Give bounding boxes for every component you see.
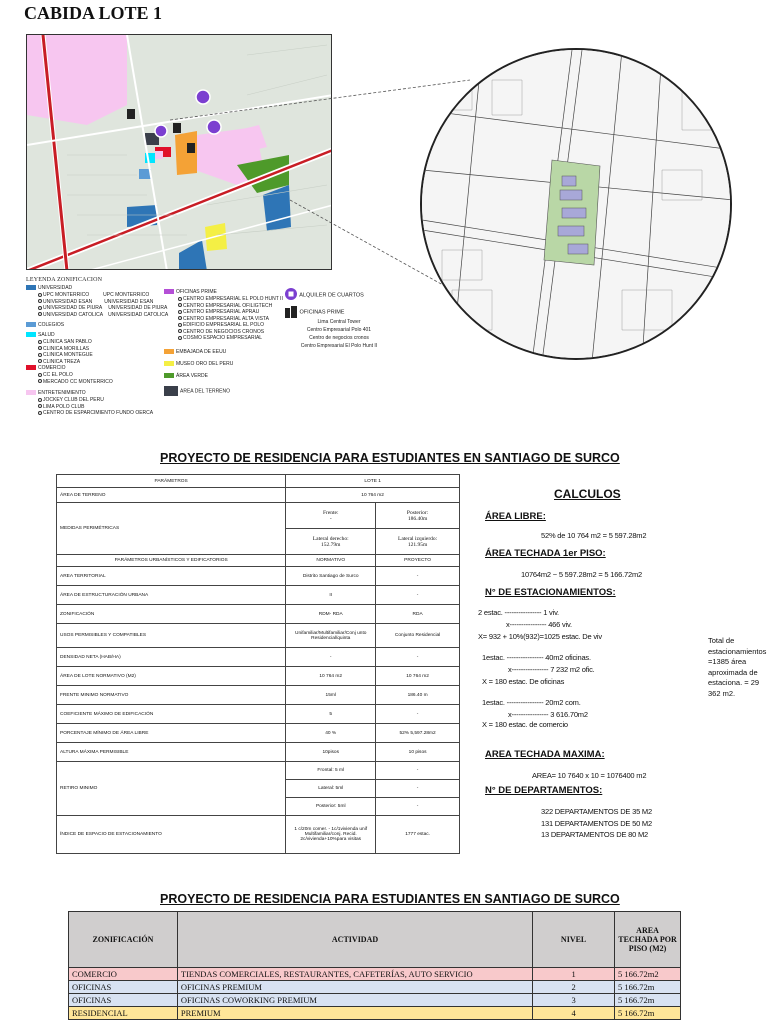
- table-cell: COMERCIO: [69, 968, 178, 981]
- table-cell: 10 pisos: [376, 743, 460, 762]
- table-cell: 5 166.72m: [615, 994, 681, 1007]
- area-libre-value: 52% de 10 764 m2 = 5 597.28m2: [541, 531, 647, 540]
- table-cell: PARÁMETROS: [57, 475, 286, 488]
- table-cell: Distrito Santiago de Surco: [286, 567, 376, 586]
- header-actividad: ACTIVIDAD: [177, 912, 532, 968]
- table-cell: ÁREA DE TERRENO: [57, 488, 286, 503]
- legend-colegios: COLEGIOS: [38, 322, 65, 328]
- oficinas-prime-swatch: [164, 289, 174, 294]
- map-legend: LEYENDA ZONIFICACION UNIVERSIDAD UPC MONTERRICO UPC MONTERRICO UNIVERSIDAD ESAN UNIVERSIDAD ESAN UNIVERSIDAD DE PIURA UNIVERSIDAD DE PIURA UNIVERSIDAD CATOLICA UNIVERSIDAD CATOLICA COLEGIOS SALUD CLINICA SAN PABLO CLINICA MORILLAS CLINICA MONTEGUE CLINICA TREZA COMERCIO CC EL POLO MERCADO CC MONTERRICO ENTRETENIMIENTO JOCKEY CLUB DEL PERU LIMA POLO CLUB CENTRO DE ESPARCIMIENTO FUNDO OERCA OFICINAS PRIME CENTRO EMPRESARIAL EL POLO HUNT II CENTRO EMPRESARIAL OFILIGTECH CENTRO EMPRESARIAL APRAU CENTRO EMPRESARIAL ALTA VISTA EDIFICIO EMPRESARIAL EL POLO CENTRO DE NEGOCIOS CRONOS COSMO ESPACIO EMPRESARIAL EMBAJADA DE EEUU MUSEO ORO DEL PERU ÁREA VERDE AREA DEL TERRENO ALQUILER DE CUARTOS OFICINAS PRIME Lima Central Tower Centro Empresarial Polo 401 Centro de negocios cronos Centro Empresarial El Polo Hunt II: [26, 277, 378, 416]
- table-cell: -: [376, 648, 460, 667]
- table-cell: 1777 estac.: [376, 816, 460, 854]
- table-cell: OFICINAS: [69, 994, 178, 1007]
- embajada-swatch: [164, 349, 174, 354]
- legend-embajada: EMBAJADA DE EEUU: [176, 348, 227, 355]
- table-cell: 10 764 m2: [376, 667, 460, 686]
- com-line: X = 180 estac. de comercio: [482, 720, 568, 729]
- table-cell: 10pisos: [286, 743, 376, 762]
- table-row: [69, 1007, 681, 1020]
- table-cell: ALTURA MÁXIMA PERMISIBLE: [57, 743, 286, 762]
- table-cell: 1 c/20m comer. - 1c/1vivienda unif Multifamiliar/conj. Recid. 2c/vivienda+10%para visitas: [286, 816, 376, 854]
- table-cell: -: [286, 648, 376, 667]
- dep-line: 322 DEPARTAMENTOS DE 35 M2: [541, 807, 652, 816]
- table-cell: 15ml: [286, 686, 376, 705]
- estacionamientos-heading: N° DE ESTACIONAMIENTOS:: [485, 587, 616, 598]
- table-cell: 5: [286, 705, 376, 724]
- legend-oficinas-prime: OFICINAS PRIME: [176, 289, 217, 295]
- calculos-title: CALCULOS: [554, 487, 621, 501]
- table-cell: 4: [533, 1007, 615, 1020]
- table-cell: -: [376, 798, 460, 816]
- table-cell: II: [286, 586, 376, 605]
- table-cell: OFICINAS COWORKING PREMIUM: [177, 994, 532, 1007]
- table-cell: ÁREA DE LOTE NORMATIVO (M2): [57, 667, 286, 686]
- header-zonificacion: ZONIFICACIÓN: [69, 912, 178, 968]
- table-cell: AREA TERRITORIAL: [57, 567, 286, 586]
- area-maxima-heading: AREA TECHADA MAXIMA:: [485, 749, 605, 760]
- legend-comercio: COMERCIO: [38, 365, 66, 371]
- departamentos-heading: N° DE DEPARTAMENTOS:: [485, 785, 603, 796]
- table-cell: OFICINAS: [69, 981, 178, 994]
- total-estacionamientos-note: Total de estacionamientos =1385 área aproximada de estaciona. = 29 362 m2.: [708, 636, 767, 698]
- ofi-line: x---------------- 7 232 m2 ofic.: [508, 665, 595, 674]
- com-line: x---------------- 3 616.70m2: [508, 710, 588, 719]
- table-cell: 40 %: [286, 724, 376, 743]
- dep-line: 13 DEPARTAMENTOS DE 80 M2: [541, 830, 648, 839]
- area-techada-heading: ÁREA TECHADA 1er PISO:: [485, 548, 606, 559]
- table-cell: -: [376, 762, 460, 780]
- zoom-detail-drawing: [422, 50, 732, 360]
- com-line: 1estac. ---------------- 20m2 com.: [482, 698, 581, 707]
- legend-entretenimiento: ENTRETENIMIENTO: [38, 390, 86, 396]
- legend-area-terreno: AREA DEL TERRENO: [180, 387, 231, 394]
- oficinas-building-icon-legend: [284, 306, 298, 318]
- table-cell: OFICINAS PREMIUM: [177, 981, 532, 994]
- table-cell: -: [376, 705, 460, 724]
- parametros-table: PARÁMETROS LOTE 1 ÁREA DE TERRENO 10 764 m2 MEDIDAS PERIMÉTRICAS Frente: - Posterior: 186.40m Lateral derecho: 152.79m Lateral izquierdo: 121.95m PARÁMETROS URBANÍSTICOS Y EDIFICATORIOS NORMATIVO PROYECTO AREA TERRITORIAL Distrito Santiago de Surco - ÁREA DE ESTRUCTURACIÓN URBANA II - ZONIFICACIÓN RDM- RDA RDA USOS PERMISIBLES Y COMPATIBLES Unifamiliar/Multifamiliar/Conj unto Residencial/quinta Conjunto Residencial DENSIDAD NETA (HAB/HA) - - ÁREA DE LOTE NORMATIVO (M2) 10 764 m2 10 764 m2 FRENTE MINIMO NORMATIVO 15ml 186.40 m COEFICIENTE MÁXIMO DE EDIFICACIÓN 5 - PORCENTAJE MÍNIMO DE ÁREA LIBRE 40 % 52% 5,597.28m2 ALTURA MÁXIMA PERMISIBLE 10pisos 10 pisos RETIRO MINIMO Frontal: 5 ml - Lateral: 5ml - Posterior: 5ml - ÍNDICE DE ESPACIO DE ESTACIONAMIENTO 1 c/20m comer. - 1c/1vivienda unif Multifamiliar/conj. Recid. 2c/vivienda+10%para visitas 1777 estac.: [56, 474, 460, 854]
- table-cell: MEDIDAS PERIMÉTRICAS: [57, 503, 286, 555]
- table-cell: 2: [533, 981, 615, 994]
- table-cell: RDA: [376, 605, 460, 624]
- legend-alquiler: ALQUILER DE CUARTOS: [299, 292, 364, 299]
- table-cell: Conjunto Residencial: [376, 624, 460, 648]
- table-cell: 10 764 m2: [286, 488, 460, 503]
- legend-salud: SALUD: [38, 332, 55, 338]
- table-cell: PREMIUM: [177, 1007, 532, 1020]
- area-libre-heading: ÁREA LIBRE:: [485, 511, 546, 522]
- table-cell: LOTE 1: [286, 475, 460, 488]
- table-cell: PARÁMETROS URBANÍSTICOS Y EDIFICATORIOS: [57, 555, 286, 567]
- table-cell: 3: [533, 994, 615, 1007]
- legend-title: LEYENDA ZONIFICACION: [26, 277, 103, 283]
- header-nivel: NIVEL: [533, 912, 615, 968]
- table-cell: ZONIFICACIÓN: [57, 605, 286, 624]
- table-cell: RDM- RDA: [286, 605, 376, 624]
- table-cell: Lateral: 5ml: [286, 780, 376, 798]
- museo-swatch: [164, 361, 174, 366]
- estac-line: x---------------- 466 viv.: [506, 620, 572, 629]
- legend-museo: MUSEO ORO DEL PERU: [176, 360, 234, 367]
- legend-universidad: UNIVERSIDAD: [38, 285, 73, 291]
- zoom-detail-map: [420, 48, 732, 360]
- table-cell: ÁREA DE ESTRUCTURACIÓN URBANA: [57, 586, 286, 605]
- universidad-swatch: [26, 285, 36, 290]
- table-cell: 5 166.72m: [615, 981, 681, 994]
- zonificacion-table: [68, 911, 681, 1020]
- table-cell: PORCENTAJE MÍNIMO DE ÁREA LIBRE: [57, 724, 286, 743]
- table-cell: DENSIDAD NETA (HAB/HA): [57, 648, 286, 667]
- ofi-line: 1estac. ---------------- 40m2 oficinas.: [482, 653, 591, 662]
- table-cell: 52% 5,597.28m2: [376, 724, 460, 743]
- table-cell: USOS PERMISIBLES Y COMPATIBLES: [57, 624, 286, 648]
- table-cell: NORMATIVO: [286, 555, 376, 567]
- area-maxima-value: AREA= 10 7640 x 10 = 1076400 m2: [532, 771, 647, 780]
- table-cell: 186.40 m: [376, 686, 460, 705]
- table-cell: ÍNDICE DE ESPACIO DE ESTACIONAMIENTO: [57, 816, 286, 854]
- salud-swatch: [26, 332, 36, 337]
- table-cell: 1: [533, 968, 615, 981]
- area-verde-swatch: [164, 373, 174, 378]
- estac-line: 2 estac. ---------------- 1 viv.: [478, 608, 559, 617]
- dep-line: 131 DEPARTAMENTOS DE 50 M2: [541, 819, 652, 828]
- legend-area-verde: ÁREA VERDE: [176, 372, 208, 379]
- legend-oficinas-prime-list: OFICINAS PRIME: [299, 309, 345, 316]
- table-cell: Unifamiliar/Multifamiliar/Conj unto Residencial/quinta: [286, 624, 376, 648]
- area-terreno-swatch: [164, 386, 178, 396]
- comercio-swatch: [26, 365, 36, 370]
- table-cell: TIENDAS COMERCIALES, RESTAURANTES, CAFETERÍAS, AUTO SERVICIO: [177, 968, 532, 981]
- table-row: [69, 968, 681, 981]
- colegios-swatch: [26, 322, 36, 327]
- area-techada-value: 10764m2 − 5 597.28m2 = 5 166.72m2: [521, 570, 642, 579]
- table-cell: Frontal: 5 ml: [286, 762, 376, 780]
- table-row: [69, 994, 681, 1007]
- table-cell: PROYECTO: [376, 555, 460, 567]
- header-area: AREA TECHADA POR PISO (M2): [615, 912, 681, 968]
- estac-line: X= 932 + 10%(932)=1025 estac. De viv: [478, 632, 602, 641]
- table-cell: COEFICIENTE MÁXIMO DE EDIFICACIÓN: [57, 705, 286, 724]
- section-title-1: PROYECTO DE RESIDENCIA PARA ESTUDIANTES EN SANTIAGO DE SURCO: [160, 451, 620, 465]
- table-cell: FRENTE MINIMO NORMATIVO: [57, 686, 286, 705]
- alquiler-pin-icon-legend: [284, 288, 298, 302]
- table-row: [69, 981, 681, 994]
- table-cell: 5 166.72m2: [615, 968, 681, 981]
- entretenimiento-swatch: [26, 390, 36, 395]
- table-cell: -: [376, 586, 460, 605]
- table-cell: RETIRO MINIMO: [57, 762, 286, 816]
- table-cell: Posterior: 5ml: [286, 798, 376, 816]
- ofi-line: X = 180 estac. De oficinas: [482, 677, 565, 686]
- table-cell: RESIDENCIAL: [69, 1007, 178, 1020]
- table-cell: -: [376, 780, 460, 798]
- table-cell: 5 166.72m: [615, 1007, 681, 1020]
- page-title: CABIDA LOTE 1: [24, 3, 163, 23]
- table-cell: -: [376, 567, 460, 586]
- table-cell: 10 764 m2: [286, 667, 376, 686]
- section-title-2: PROYECTO DE RESIDENCIA PARA ESTUDIANTES EN SANTIAGO DE SURCO: [160, 892, 620, 906]
